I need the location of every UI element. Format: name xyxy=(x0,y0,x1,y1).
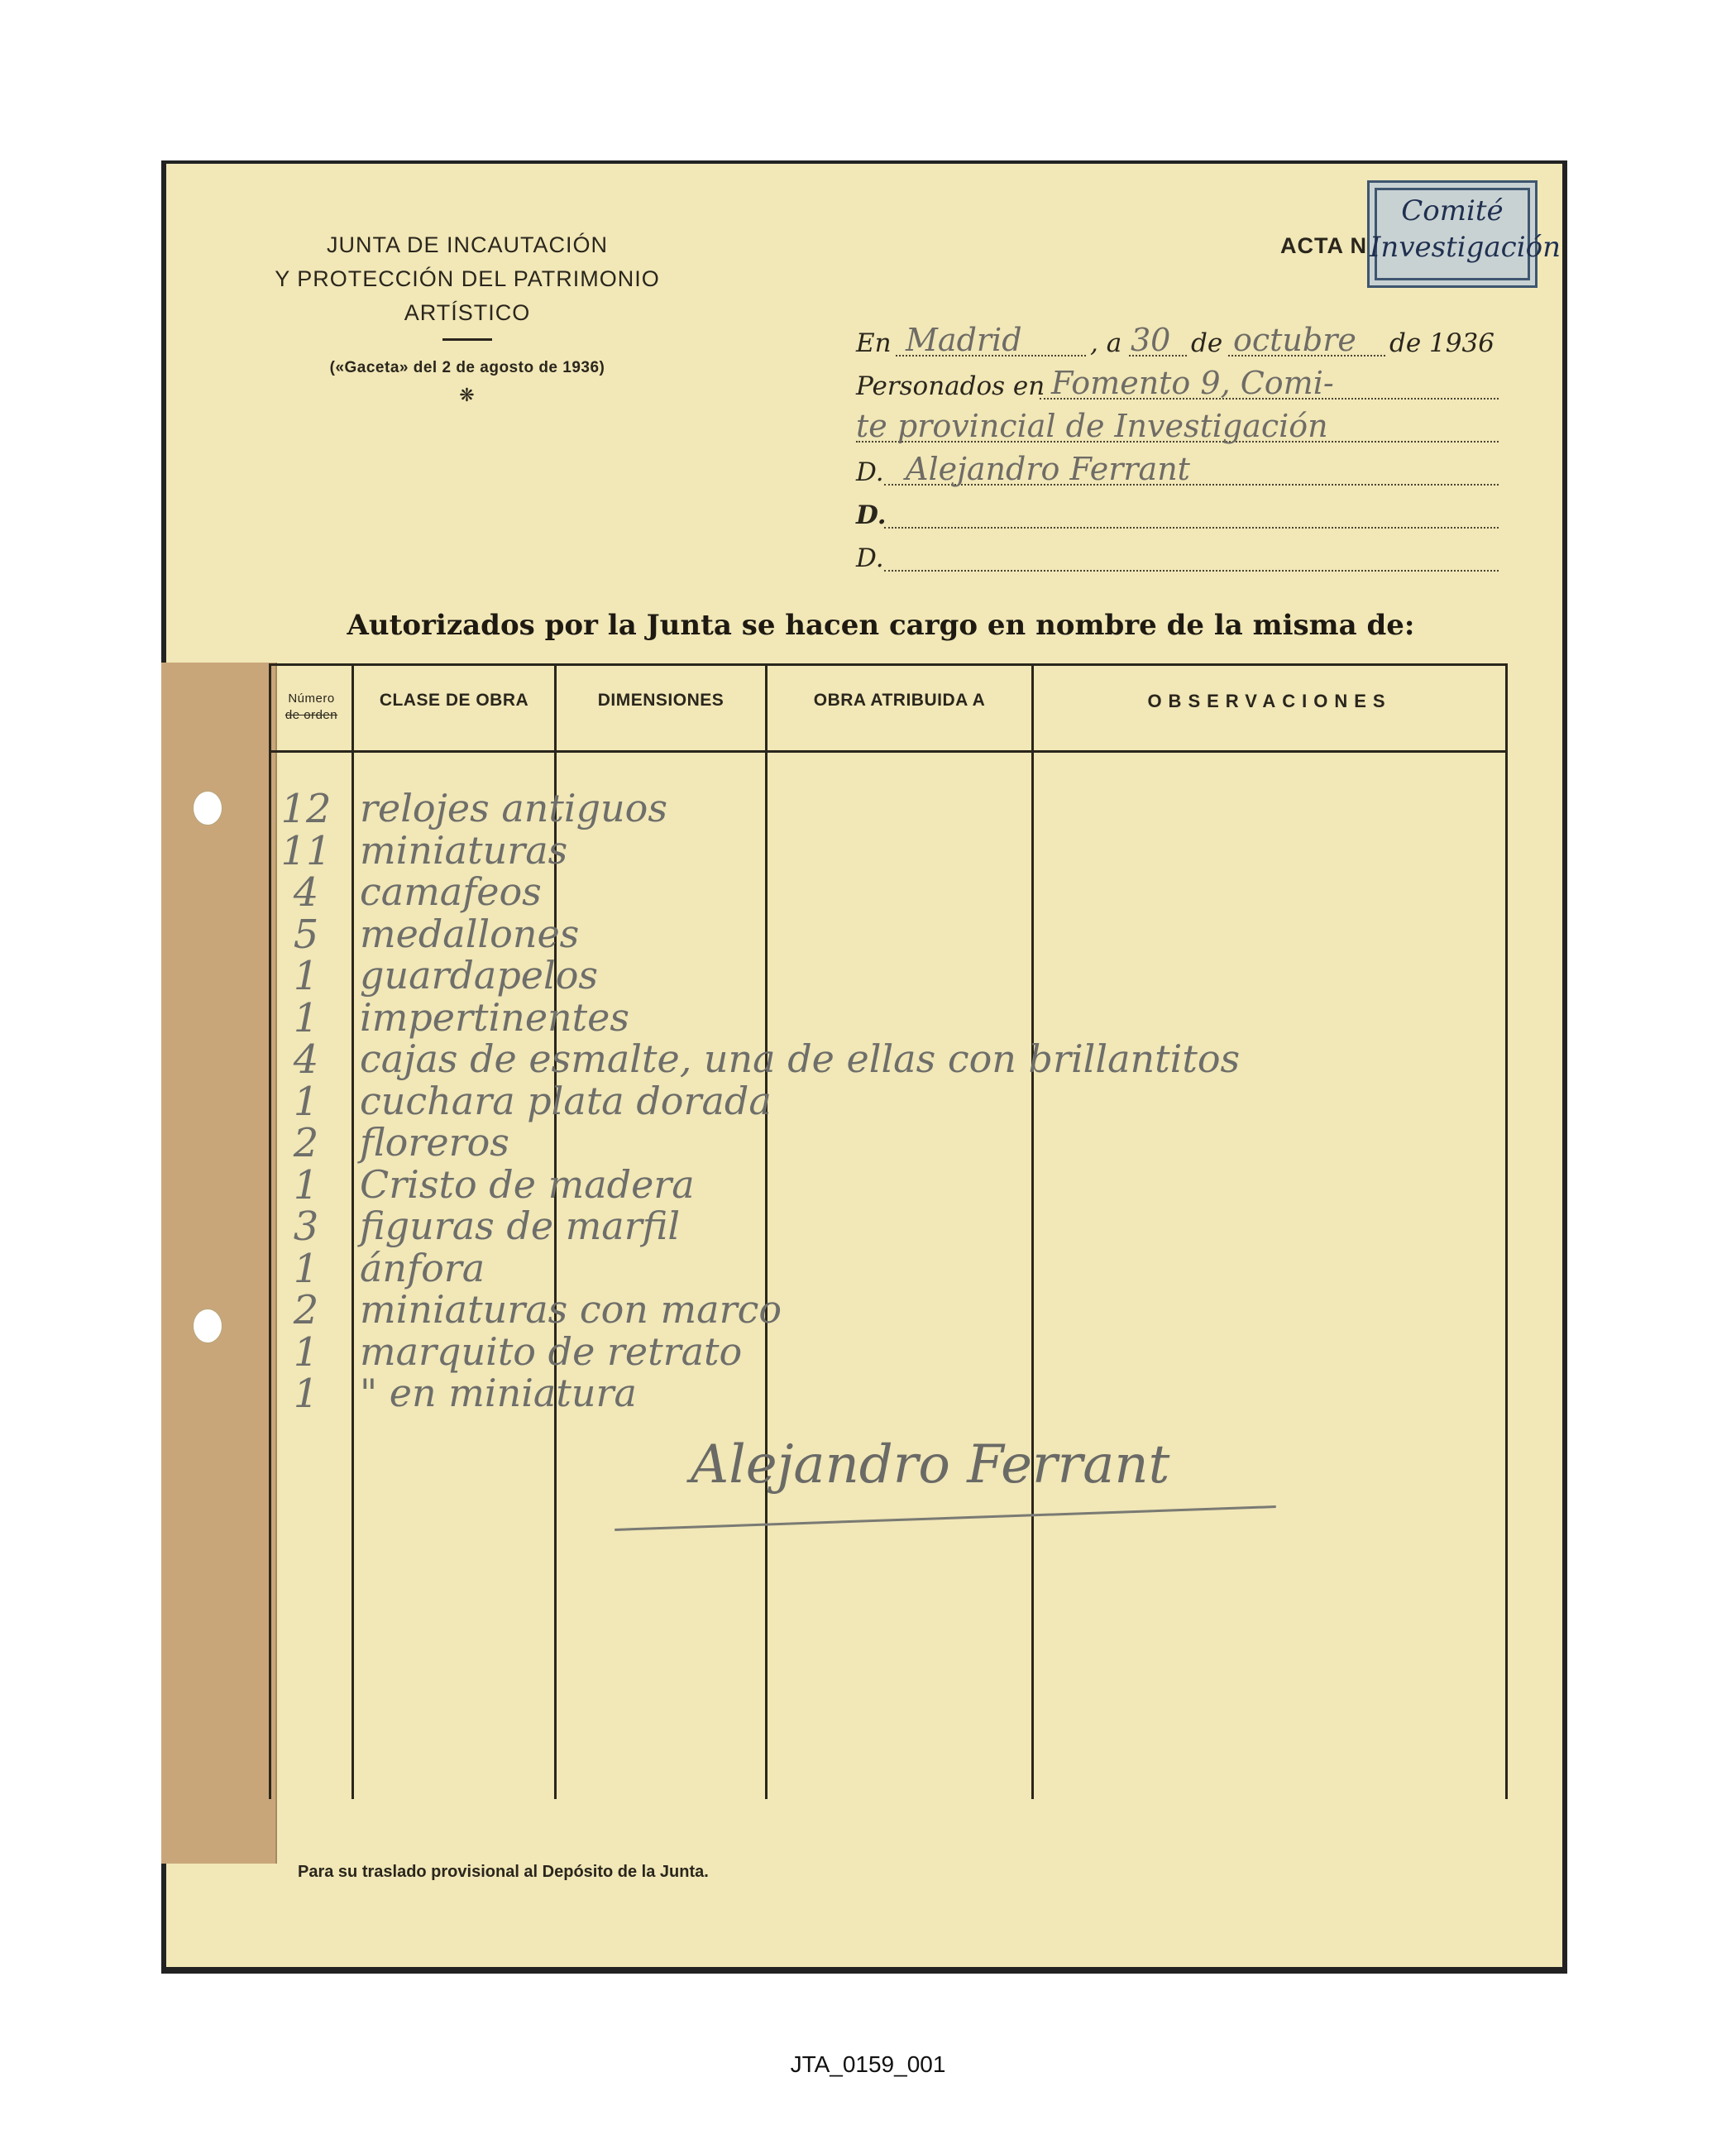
col-header-observaciones: OBSERVACIONES xyxy=(1147,691,1392,711)
col-header-numero xyxy=(271,691,352,724)
header-row-rule xyxy=(269,750,1508,753)
document-sheet xyxy=(161,160,1567,1974)
row-quantity: 1 xyxy=(293,1245,319,1292)
table-row xyxy=(269,786,1508,832)
row-quantity: 5 xyxy=(293,911,319,958)
table-row xyxy=(269,1287,1508,1333)
a-label: , a xyxy=(1090,328,1122,358)
row-description: impertinentes xyxy=(360,994,629,1040)
place-value: Madrid xyxy=(906,322,1022,358)
col-header-clase: CLASE DE OBRA xyxy=(379,691,529,710)
row-quantity: 11 xyxy=(280,827,332,874)
row-quantity: 2 xyxy=(293,1287,319,1333)
row-description: Cristo de madera xyxy=(360,1161,695,1207)
table-row xyxy=(269,953,1508,999)
acta-label: ACTA N xyxy=(1280,233,1367,258)
punch-hole-top xyxy=(193,791,222,826)
row-description: floreros xyxy=(360,1120,509,1165)
d2-dots xyxy=(884,527,1499,529)
row-quantity: 1 xyxy=(293,1328,319,1376)
table-row xyxy=(269,1371,1508,1417)
institution-line-1: JUNTA DE INCAUTACIÓN xyxy=(326,232,609,257)
table-row xyxy=(269,1245,1508,1292)
scan-edge-bottom xyxy=(161,1967,1567,1974)
row-description: relojes antiguos xyxy=(360,786,667,830)
personados-line xyxy=(856,365,1501,408)
table-row xyxy=(269,1036,1508,1083)
institution-line-2: Y PROTECCIÓN DEL PATRIMONIO xyxy=(275,266,660,291)
row-description: guardapelos xyxy=(360,953,599,998)
row-quantity: 1 xyxy=(293,994,319,1041)
row-description: medallones xyxy=(360,911,580,956)
institution-line-3: ARTÍSTICO xyxy=(404,300,531,325)
header-rule xyxy=(442,338,492,341)
row-description: miniaturas xyxy=(360,827,568,873)
table-row xyxy=(269,1120,1508,1166)
table-row xyxy=(269,1204,1508,1250)
row-quantity: 2 xyxy=(293,1120,319,1166)
footer-note: Para su traslado provisional al Depósito de la Junta. xyxy=(298,1863,709,1881)
en-label: En xyxy=(856,328,892,358)
col-header-atribuida: OBRA ATRIBUIDA A xyxy=(813,691,986,710)
d3-dots xyxy=(884,570,1499,572)
row-quantity: 4 xyxy=(293,1036,319,1083)
row-quantity: 3 xyxy=(293,1204,319,1250)
stamp-line-1: Comité xyxy=(1401,194,1504,227)
table-row xyxy=(269,911,1508,958)
row-description: cuchara plata dorada xyxy=(360,1078,772,1123)
table-row xyxy=(269,994,1508,1041)
row-description: " en miniatura xyxy=(360,1371,637,1415)
row-description: camafeos xyxy=(360,869,542,914)
d-line-3 xyxy=(856,537,1501,580)
scan-edge-right xyxy=(1562,160,1567,1974)
table-row xyxy=(269,1078,1508,1125)
col-header-numero-line-1: Número xyxy=(288,692,335,706)
punch-hole-bottom xyxy=(193,1309,222,1343)
personados-line-2 xyxy=(856,408,1501,451)
col-header-dimensiones: DIMENSIONES xyxy=(597,691,725,710)
form-fields xyxy=(856,322,1501,580)
handwritten-signature: Alejandro Ferrant xyxy=(691,1434,1170,1496)
place-date-line xyxy=(856,322,1501,365)
row-quantity: 1 xyxy=(293,953,319,999)
year-label: de 1936 xyxy=(1389,328,1494,358)
d-line-2 xyxy=(856,494,1501,537)
row-quantity: 1 xyxy=(293,1078,319,1125)
row-description: marquito de retrato xyxy=(360,1328,743,1374)
row-quantity: 4 xyxy=(293,869,319,916)
d-label-3: D. xyxy=(856,543,884,573)
main-heading: Autorizados por la Junta se hacen cargo en nombre de la misma de: xyxy=(347,609,1415,642)
row-description: cajas de esmalte, una de ellas con brillantitos xyxy=(360,1036,1241,1081)
row-description: figuras de marfil xyxy=(360,1204,681,1248)
row-description: miniaturas con marco xyxy=(360,1287,782,1332)
table-row xyxy=(269,1328,1508,1376)
d1-value: Alejandro Ferrant xyxy=(906,451,1190,487)
committee-stamp xyxy=(1367,180,1561,288)
d-line-1 xyxy=(856,451,1501,494)
ornament-mark: ❋ xyxy=(459,385,476,405)
institution-header xyxy=(261,228,674,406)
personados-value-2: te provincial de Investigación xyxy=(856,408,1328,444)
personados-label: Personados en xyxy=(856,371,1045,401)
row-quantity: 12 xyxy=(280,786,332,832)
d-label-1: D. xyxy=(856,457,884,487)
gaceta-reference: («Gaceta» del 2 de agosto de 1936) xyxy=(329,359,605,376)
row-quantity: 1 xyxy=(293,1161,319,1208)
table-row xyxy=(269,869,1508,916)
col-header-numero-line-2: de orden xyxy=(285,708,338,722)
binding-strip xyxy=(161,663,277,1864)
d-label-2: D. xyxy=(856,500,887,530)
stamp-line-2: Investigación xyxy=(1370,231,1561,264)
personados-value-1: Fomento 9, Comi- xyxy=(1051,365,1334,401)
month-value: octubre xyxy=(1233,322,1356,358)
scan-edge-top xyxy=(161,160,1567,164)
file-identifier: JTA_0159_001 xyxy=(790,2051,946,2077)
table-row xyxy=(269,1161,1508,1208)
table-rows xyxy=(269,786,1508,1417)
row-quantity: 1 xyxy=(293,1371,319,1417)
day-value: 30 xyxy=(1131,322,1171,358)
de-label: de xyxy=(1191,328,1223,358)
row-description: ánfora xyxy=(360,1245,485,1290)
inventory-table xyxy=(269,663,1508,1799)
table-row xyxy=(269,827,1508,874)
